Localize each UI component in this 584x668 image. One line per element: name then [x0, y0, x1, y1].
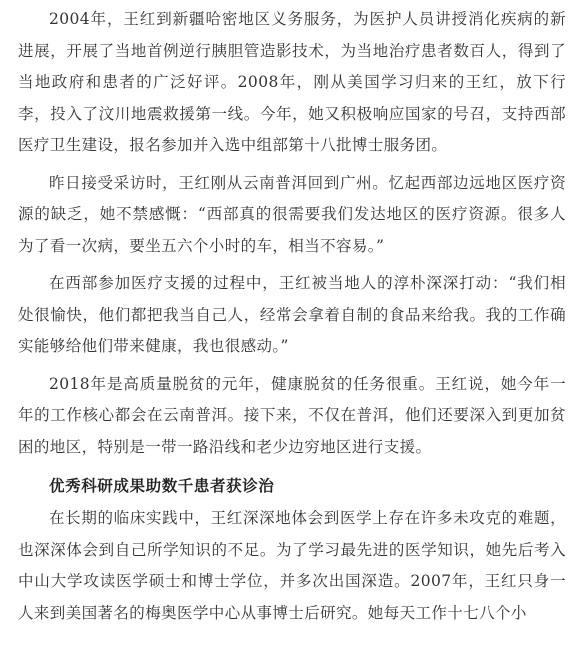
paragraph-clinical-practice: 在长期的临床实践中，王红深深地体会到医学上存在许多未攻克的难题，也深深体会到自己所学知识的不足。为了学习最先进的医学知识，她先后考入中山大学攻读医学硕士和博士学位，并多次出国深造。2007年，王红只身一人来到美国著名的梅奥医学中心从事博士后研究。她每天工作十七八个小 [18, 509, 566, 622]
section-subheading: 优秀科研成果助数千患者获诊治 [49, 476, 275, 495]
paragraph-western-support: 在西部参加医疗支援的过程中，王红被当地人的淳朴深深打动：“我们相处很愉快，他们都把我当自己人，经常会拿着自制的食品来给我。我的工作确实能够给他们带来健康，我也很感动。” [18, 274, 566, 355]
paragraph-2018-poverty: 2018年是高质量脱贫的元年，健康脱贫的任务很重。王红说，她今年一年的工作核心都会在云南普洱。接下来，不仅在普洱，他们还要深入到更加贫困的地区，特别是一带一路沿线和老少边穷地区进行支援。 [18, 374, 566, 456]
paragraph-2004-hami: 2004年，王红到新疆哈密地区义务服务，为医护人员讲授消化疾病的新进展，开展了当地首例逆行胰胆管造影技术，为当地治疗患者数百人，得到了当地政府和患者的广泛好评。2008年，刚从美国学习归来的王红，放下行李，投入了汶川地震救援第一线。今年，她又积极响应国家的号召，支持西部医疗卫生建设，报名参加并入选中组部第十八批博士服务团。 [18, 10, 566, 154]
paragraph-interview: 昨日接受采访时，王红刚从云南普洱回到广州。忆起西部边远地区医疗资源的缺乏，她不禁感慨：“西部真的很需要我们发达地区的医疗资源。很多人为了看一次病，要坐五六个小时的车，相当不容易。” [18, 173, 566, 255]
